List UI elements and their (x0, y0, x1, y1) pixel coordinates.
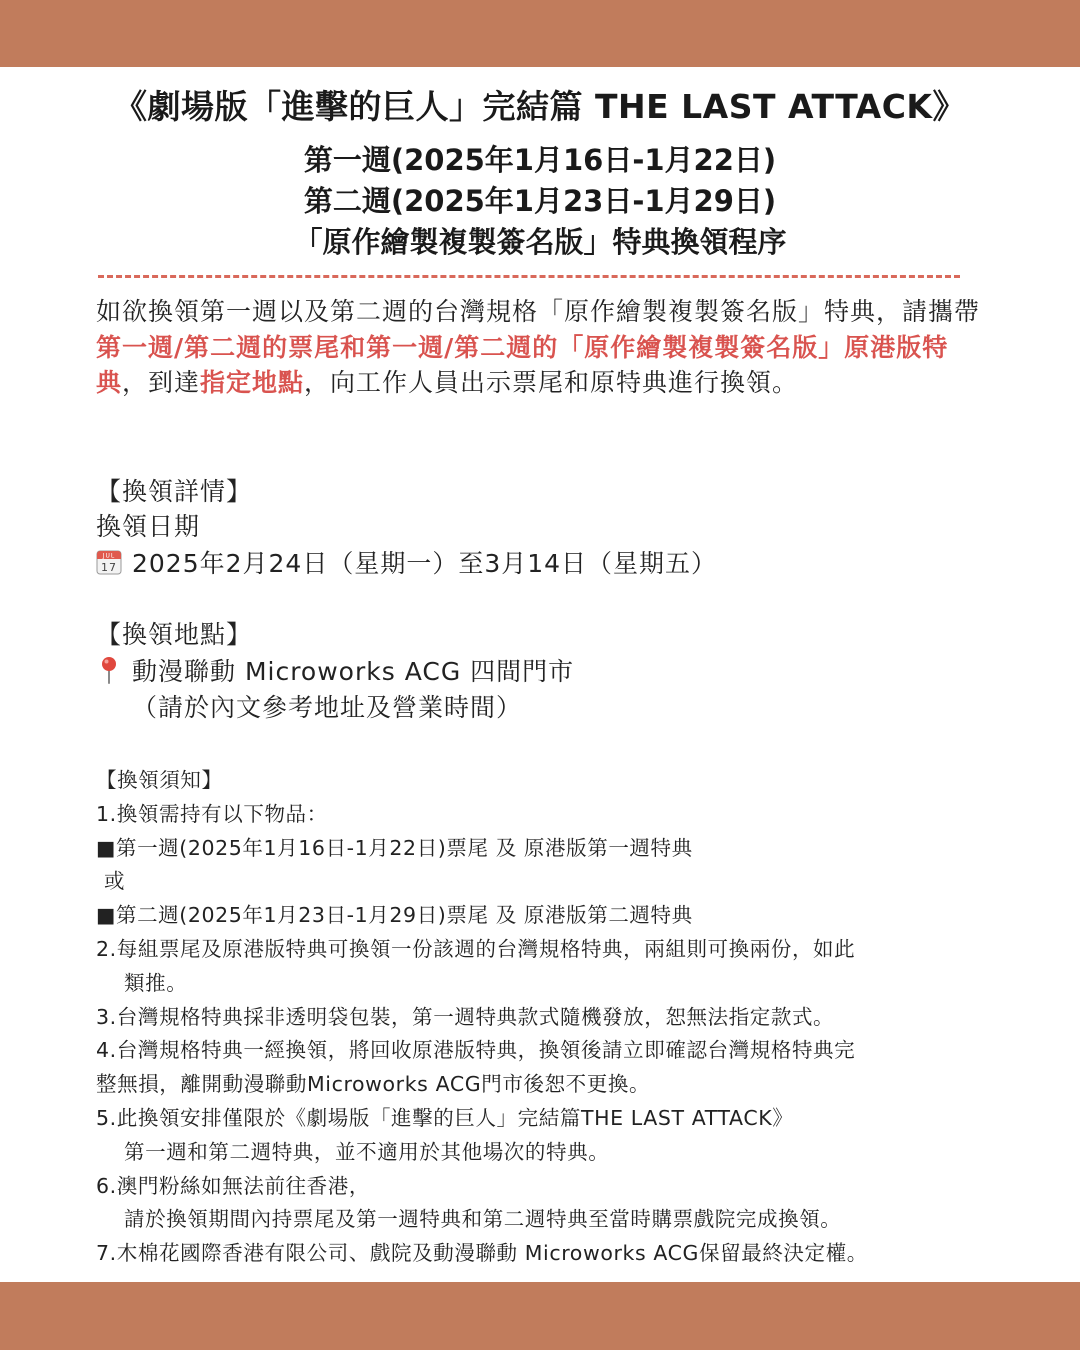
note-5-line-1: 5.此換領安排僅限於《劇場版「進擊的巨人」完結篇THE LAST ATTACK》 (96, 1105, 794, 1130)
calendar-icon-month: JUL (102, 552, 116, 560)
note-5-line-2: 第一週和第二週特典，並不適用於其他場次的特典。 (124, 1139, 610, 1164)
note-2-line-1: 2.每組票尾及原港版特典可換領一份該週的台灣規格特典，兩組則可換兩份，如此 (96, 936, 856, 961)
intro-text-1: 如欲換領第一週以及第二週的台灣規格「原作繪製複製簽名版」特典，請攜帶 (96, 297, 981, 326)
week1-title: 第一週(2025年1月16日-1月22日) (303, 143, 777, 177)
notes-section (96, 764, 996, 1271)
location-name: 動漫聯動 Microworks ACG 四間門市 (132, 657, 575, 686)
note-4-line-2: 整無損，離開動漫聯動Microworks ACG門市後恕不更換。 (96, 1072, 651, 1097)
location-heading: 【換領地點】 (96, 620, 253, 649)
title-block (0, 84, 1080, 263)
intro-text-3: ，向工作人員出示票尾和原特典進行換領。 (304, 368, 799, 397)
note-6-line-2: 請於換領期間內持票尾及第一週特典和第二週特典至當時購票戲院完成換領。 (124, 1207, 842, 1232)
note-6-line-1: 6.澳門粉絲如無法前往香港， (96, 1173, 370, 1198)
note-7: 7.木棉花國際香港有限公司、戲院及動漫聯動 Microworks ACG保留最終決定權。 (96, 1241, 868, 1266)
intro-highlight-location: 指定地點 (200, 368, 305, 397)
note-4-line-1: 4.台灣規格特典一經換領，將回收原港版特典，換領後請立即確認台灣規格特典完 (96, 1038, 856, 1063)
details-heading: 【換領詳情】 (96, 477, 253, 506)
intro-highlight-items: 第一週/第二週的票尾和第一週/第二週的「原作繪製複製簽名版」原港版特典 (96, 332, 949, 397)
note-1-or: 或 (104, 869, 126, 894)
top-color-band (0, 0, 1080, 67)
note-1: 1.換領需持有以下物品： (96, 801, 328, 826)
dashed-divider (98, 275, 960, 278)
location-row (96, 654, 574, 689)
intro-text-2: ，到達 (122, 368, 201, 397)
intro-paragraph (96, 294, 986, 401)
notes-heading: 【換領須知】 (96, 768, 223, 792)
location-note: （請於內文參考地址及營業時間） (132, 693, 523, 722)
note-1-option-b: ■第二週(2025年1月23日-1月29日)票尾 及 原港版第二週特典 (96, 903, 693, 928)
calendar-icon-day: 17 (101, 561, 117, 574)
date-value: 2025年2月24日（星期一）至3月14日（星期五） (132, 549, 718, 578)
note-2-line-2: 類推。 (124, 970, 188, 995)
main-title: 《劇場版「進擊的巨人」完結篇 THE LAST ATTACK》 (113, 87, 966, 126)
pin-icon (100, 656, 118, 684)
note-3: 3.台灣規格特典採非透明袋包裝，第一週特典款式隨機發放，恕無法指定款式。 (96, 1004, 835, 1029)
calendar-icon (96, 549, 122, 575)
date-label: 換領日期 (96, 512, 201, 541)
bottom-color-band (0, 1282, 1080, 1350)
week2-title: 第二週(2025年1月23日-1月29日) (303, 184, 777, 218)
note-1-option-a: ■第一週(2025年1月16日-1月22日)票尾 及 原港版第一週特典 (96, 835, 693, 860)
date-row (96, 546, 717, 581)
procedure-title: 「原作繪製複製簽名版」特典換領程序 (293, 225, 787, 259)
